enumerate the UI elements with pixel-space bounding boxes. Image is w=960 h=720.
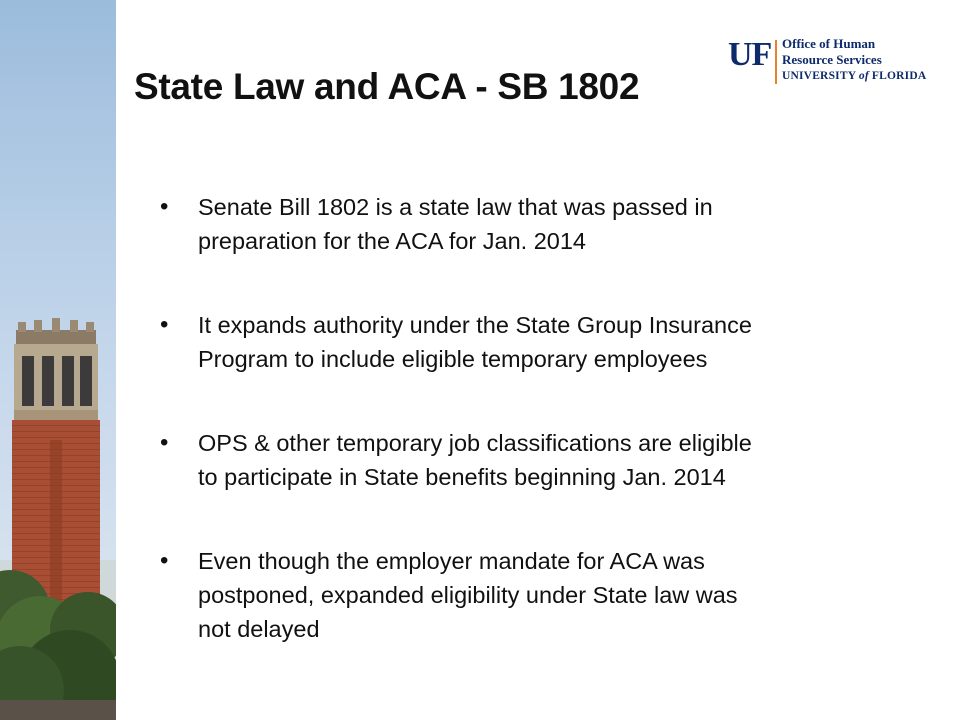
logo-line-3: [782, 68, 926, 84]
brick-tower-icon: [0, 0, 116, 720]
bullet-item: [160, 190, 920, 258]
bullet-line: Program to include eligible temporary employees: [198, 346, 708, 372]
bullet-line: • Senate Bill 1802 is a state law that was passed in: [198, 194, 713, 220]
bullet-item: [160, 426, 920, 494]
bullet-line: • Even though the employer mandate for ACA was: [198, 548, 705, 574]
bullet-line: • OPS & other temporary job classifications are eligible: [198, 430, 752, 456]
logo-text: [782, 36, 926, 84]
logo-line-1: Office of Human: [782, 36, 876, 51]
uf-logo-mark: UF: [728, 36, 772, 73]
logo-line-3-pre: UNIVERSITY: [782, 70, 859, 82]
logo-divider: [775, 40, 777, 84]
bullet-list: [160, 190, 920, 646]
slide-title: State Law and ACA - SB 1802: [134, 66, 640, 107]
bullet-line: postponed, expanded eligibility under State law was: [198, 582, 738, 608]
uf-hr-logo: [728, 36, 938, 90]
logo-line-2: Resource Services: [782, 52, 882, 67]
bullet-line: not delayed: [198, 616, 320, 642]
logo-line-3-of: of: [858, 70, 869, 82]
bullet-line: to participate in State benefits beginning Jan. 2014: [198, 464, 726, 490]
bullet-item: [160, 544, 920, 646]
bullet-line: • It expands authority under the State Group Insurance: [198, 312, 752, 338]
logo-line-3-post: FLORIDA: [868, 70, 927, 82]
bullet-line: preparation for the ACA for Jan. 2014: [198, 228, 587, 254]
bullet-item: [160, 308, 920, 376]
campus-tower-photo: [0, 0, 116, 720]
